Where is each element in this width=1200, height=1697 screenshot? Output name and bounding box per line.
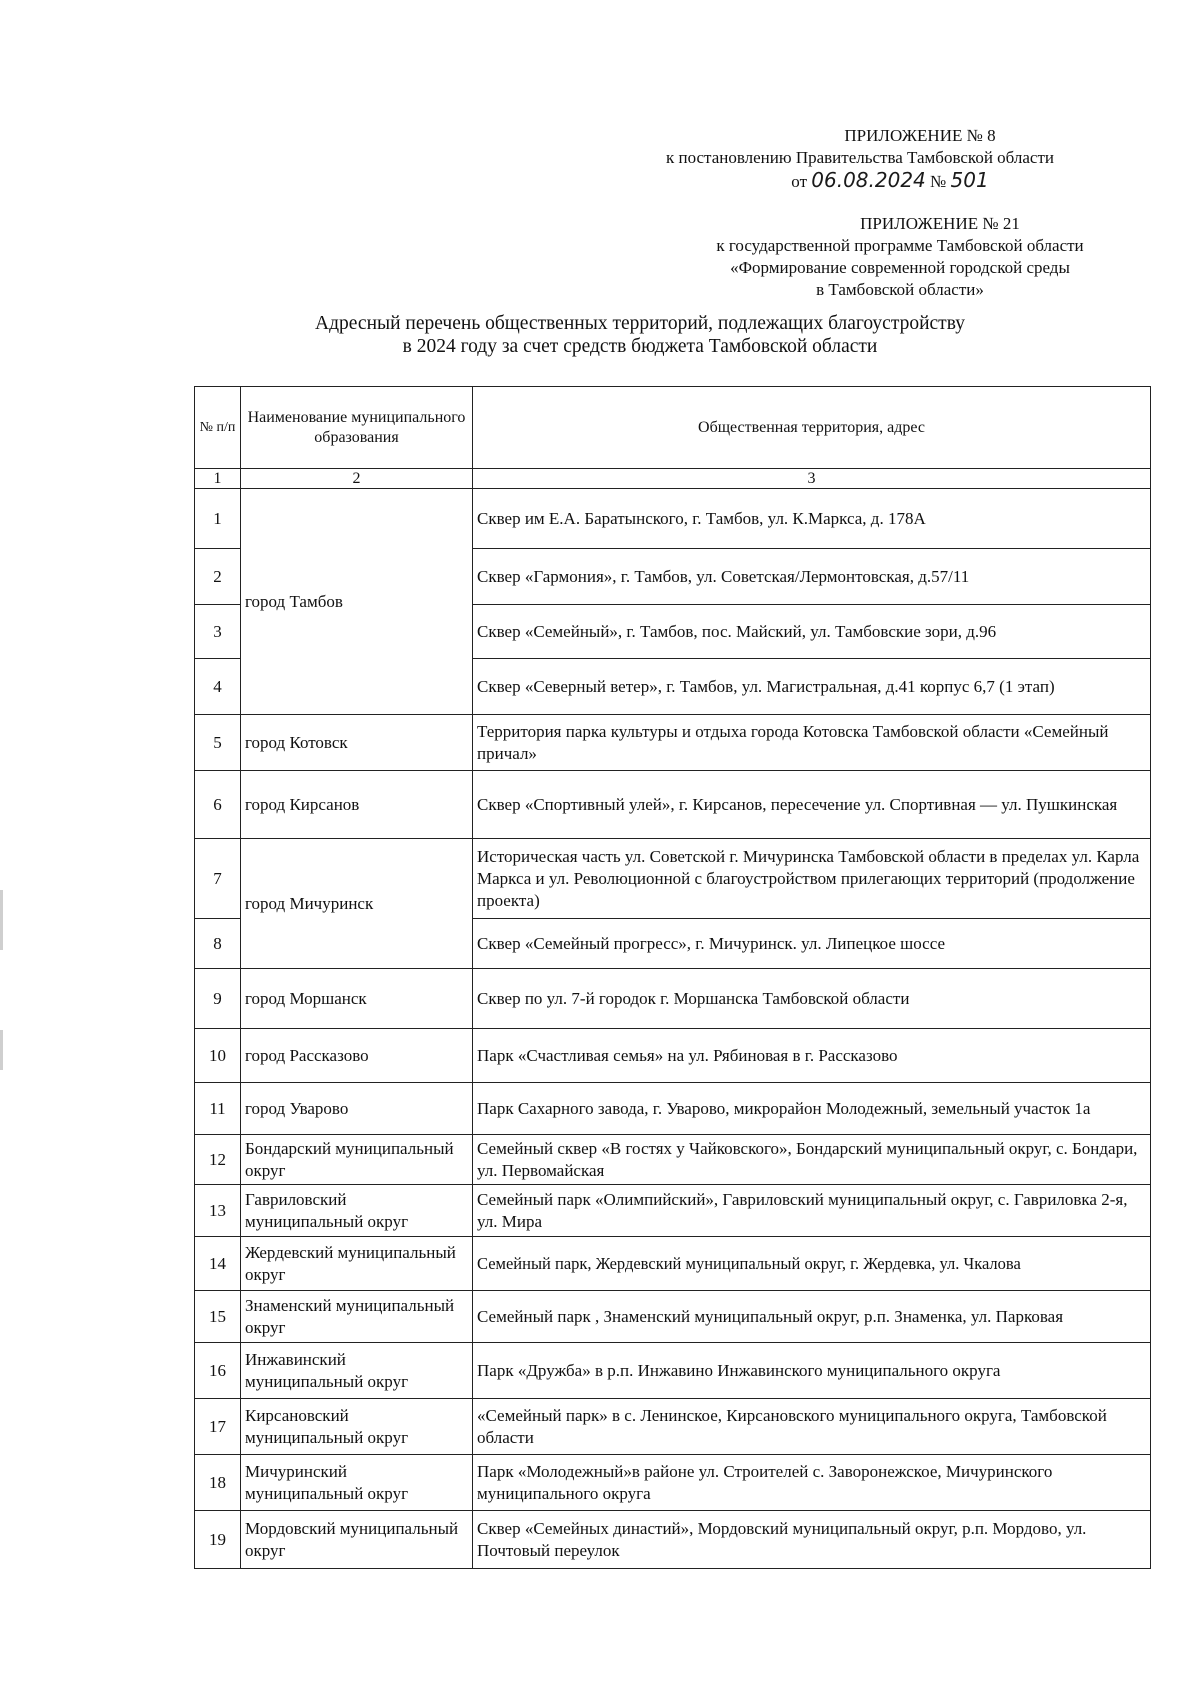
municipality-cell: Гавриловский муниципальный округ — [241, 1185, 473, 1237]
table-row — [195, 1083, 1151, 1135]
header-territory: Общественная территория, адрес — [473, 387, 1151, 469]
document-title-line1: Адресный перечень общественных территорий, подлежащих благоустройству — [315, 313, 965, 334]
row-number: 9 — [195, 969, 241, 1029]
appendix-21-title: ПРИЛОЖЕНИЕ № 21 — [860, 214, 1020, 233]
table-row — [195, 1511, 1151, 1569]
territory-cell: Семейный парк , Знаменский муниципальный округ, р.п. Знаменка, ул. Парковая — [473, 1291, 1151, 1343]
municipality-cell: Мичуринский муниципальный округ — [241, 1455, 473, 1511]
row-number: 1 — [195, 489, 241, 549]
appendix-21-line2: «Формирование современной городской среды — [730, 258, 1070, 277]
appendix-8-title: ПРИЛОЖЕНИЕ № 8 — [844, 126, 996, 145]
row-number: 15 — [195, 1291, 241, 1343]
row-number: 13 — [195, 1185, 241, 1237]
document-title-line2: в 2024 году за счет средств бюджета Тамбовской области — [402, 336, 878, 357]
row-number: 6 — [195, 771, 241, 839]
header-municipality: Наименование муниципального образования — [241, 387, 473, 469]
territories-table — [194, 386, 1151, 1569]
table-row — [195, 1455, 1151, 1511]
table-row — [195, 1399, 1151, 1455]
table-row — [195, 715, 1151, 771]
table-row — [195, 1185, 1151, 1237]
appendix-21-line3: в Тамбовской области» — [816, 280, 984, 299]
municipality-cell: Знаменский муниципальный округ — [241, 1291, 473, 1343]
territory-cell: Парк Сахарного завода, г. Уварово, микрорайон Молодежный, земельный участок 1а — [473, 1083, 1151, 1135]
row-number: 5 — [195, 715, 241, 771]
appendix-8-date-line — [610, 169, 1110, 193]
territory-cell: Сквер «Спортивный улей», г. Кирсанов, пересечение ул. Спортивная — ул. Пушкинская — [473, 771, 1151, 839]
table-row — [195, 771, 1151, 839]
from-label: от — [791, 172, 808, 191]
territory-cell: «Семейный парк» в с. Ленинское, Кирсановского муниципального округа, Тамбовской области — [473, 1399, 1151, 1455]
municipality-cell: город Мичуринск — [241, 839, 473, 969]
territory-cell: Парк «Дружба» в р.п. Инжавино Инжавинского муниципального округа — [473, 1343, 1151, 1399]
row-number: 8 — [195, 919, 241, 969]
table-row — [195, 1029, 1151, 1083]
territory-cell: Сквер им Е.А. Баратынского, г. Тамбов, ул. К.Маркса, д. 178А — [473, 489, 1151, 549]
row-number: 12 — [195, 1135, 241, 1185]
row-number: 19 — [195, 1511, 241, 1569]
scan-edge-mark — [0, 1030, 3, 1070]
scan-edge-mark — [0, 890, 3, 950]
table-row — [195, 839, 1151, 919]
appendix-8-block — [610, 125, 1110, 193]
territory-cell: Семейный парк «Олимпийский», Гавриловский муниципальный округ, с. Гавриловка 2-я, ул. Мира — [473, 1185, 1151, 1237]
municipality-cell: город Рассказово — [241, 1029, 473, 1083]
territory-cell: Парк «Молодежный»в районе ул. Строителей с. Заворонежское, Мичуринского муниципального округа — [473, 1455, 1151, 1511]
municipality-cell: город Тамбов — [241, 489, 473, 715]
municipality-cell: Инжавинский муниципальный округ — [241, 1343, 473, 1399]
territory-cell: Сквер «Гармония», г. Тамбов, ул. Советская/Лермонтовская, д.57/11 — [473, 549, 1151, 605]
table-row — [195, 969, 1151, 1029]
territory-cell: Территория парка культуры и отдыха города Котовска Тамбовской области «Семейный причал» — [473, 715, 1151, 771]
table-row — [195, 1237, 1151, 1291]
territory-cell: Историческая часть ул. Советской г. Мичуринска Тамбовской области в пределах ул. Карла Маркса и ул. Революционной с благоустройством прилегающих территорий (продолжение проекта) — [473, 839, 1151, 919]
table-row — [195, 489, 1151, 549]
territory-cell: Парк «Счастливая семья» на ул. Рябиновая в г. Рассказово — [473, 1029, 1151, 1083]
territory-cell: Сквер «Северный ветер», г. Тамбов, ул. Магистральная, д.41 корпус 6,7 (1 этап) — [473, 659, 1151, 715]
index-cell: 1 — [195, 469, 241, 489]
table-row — [195, 1291, 1151, 1343]
municipality-cell: Кирсановский муниципальный округ — [241, 1399, 473, 1455]
municipality-cell: город Котовск — [241, 715, 473, 771]
document-title — [200, 312, 1080, 358]
appendix-21-line1: к государственной программе Тамбовской области — [716, 236, 1084, 255]
table-row — [195, 1343, 1151, 1399]
municipality-cell: город Моршанск — [241, 969, 473, 1029]
territory-cell: Сквер «Семейный прогресс», г. Мичуринск. ул. Липецкое шоссе — [473, 919, 1151, 969]
table-index-row — [195, 469, 1151, 489]
header-number: № п/п — [195, 387, 241, 469]
index-cell: 2 — [241, 469, 473, 489]
appendix-8-line: к постановлению Правительства Тамбовской области — [665, 148, 1055, 167]
row-number: 17 — [195, 1399, 241, 1455]
territory-cell: Семейный сквер «В гостях у Чайковского», Бондарский муниципальный округ, с. Бондари, ул. Первомайская — [473, 1135, 1151, 1185]
number-sign: № — [930, 172, 947, 191]
municipality-cell: город Кирсанов — [241, 771, 473, 839]
territory-cell: Сквер «Семейных династий», Мордовский муниципальный округ, р.п. Мордово, ул. Почтовый переулок — [473, 1511, 1151, 1569]
territory-cell: Сквер «Семейный», г. Тамбов, пос. Майский, ул. Тамбовские зори, д.96 — [473, 605, 1151, 659]
index-cell: 3 — [473, 469, 1151, 489]
municipality-cell: город Уварово — [241, 1083, 473, 1135]
row-number: 7 — [195, 839, 241, 919]
row-number: 14 — [195, 1237, 241, 1291]
appendix-21-block — [660, 213, 1140, 301]
row-number: 11 — [195, 1083, 241, 1135]
handwritten-date: 06.08.2024 — [811, 168, 926, 192]
row-number: 3 — [195, 605, 241, 659]
handwritten-number: 501 — [950, 168, 989, 192]
territory-cell: Семейный парк, Жердевский муниципальный округ, г. Жердевка, ул. Чкалова — [473, 1237, 1151, 1291]
territory-cell: Сквер по ул. 7-й городок г. Моршанска Тамбовской области — [473, 969, 1151, 1029]
municipality-cell: Жердевский муниципальный округ — [241, 1237, 473, 1291]
table-header-row — [195, 387, 1151, 469]
municipality-cell: Мордовский муниципальный округ — [241, 1511, 473, 1569]
row-number: 4 — [195, 659, 241, 715]
municipality-cell: Бондарский муниципальный округ — [241, 1135, 473, 1185]
row-number: 18 — [195, 1455, 241, 1511]
table-row — [195, 1135, 1151, 1185]
row-number: 2 — [195, 549, 241, 605]
row-number: 16 — [195, 1343, 241, 1399]
row-number: 10 — [195, 1029, 241, 1083]
